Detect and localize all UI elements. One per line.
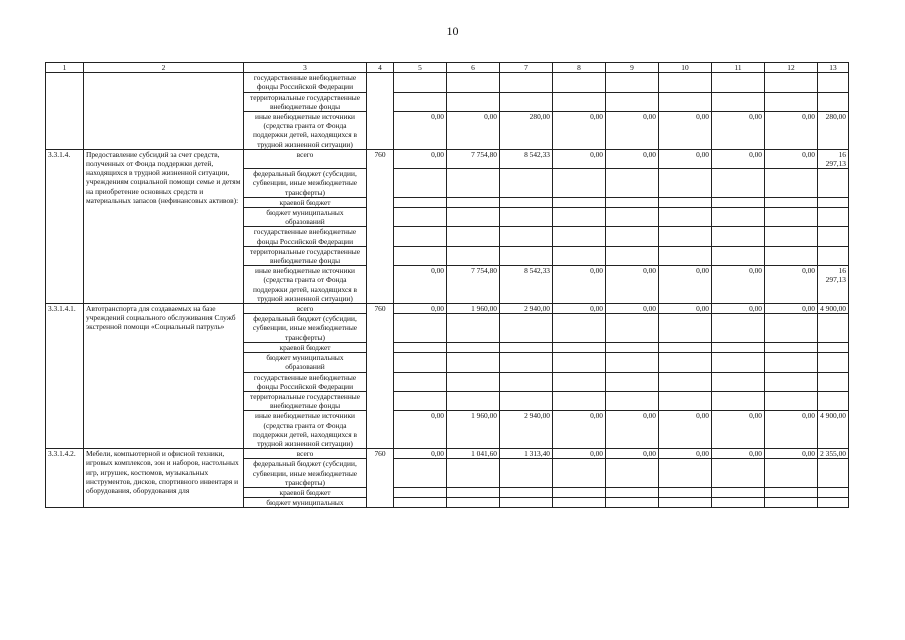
value-cell <box>553 372 606 391</box>
value-cell <box>500 487 553 497</box>
value-cell <box>606 169 659 198</box>
column-header: 1 <box>46 63 84 73</box>
value-cell: 8 542,33 <box>500 149 553 168</box>
value-cell: 0,00 <box>712 149 765 168</box>
funding-source: территориальные государственные внебюджетные фонды <box>244 391 367 410</box>
value-cell: 0,00 <box>553 449 606 459</box>
item-code: 3.3.1.4. <box>46 149 84 303</box>
value-cell <box>765 169 818 198</box>
value-cell <box>394 208 447 227</box>
value-cell <box>765 487 818 497</box>
value-cell: 2 940,00 <box>500 304 553 314</box>
value-cell <box>500 353 553 372</box>
value-cell <box>712 342 765 352</box>
column-header: 10 <box>659 63 712 73</box>
value-cell <box>500 227 553 246</box>
value-cell <box>394 353 447 372</box>
value-cell <box>394 227 447 246</box>
value-cell: 0,00 <box>659 112 712 150</box>
funding-source: краевой бюджет <box>244 342 367 352</box>
value-cell: 0,00 <box>765 304 818 314</box>
value-cell <box>818 246 849 265</box>
code-760: 760 <box>367 449 394 508</box>
value-cell <box>500 208 553 227</box>
value-cell <box>447 314 500 343</box>
column-header: 13 <box>818 63 849 73</box>
value-cell <box>712 459 765 488</box>
value-cell <box>765 227 818 246</box>
item-code <box>46 73 84 150</box>
value-cell: 8 542,33 <box>500 266 553 304</box>
funding-source: всего <box>244 304 367 314</box>
value-cell <box>712 246 765 265</box>
funding-source: федеральный бюджет (субсидии, субвенции, иные межбюджетные трансферты) <box>244 459 367 488</box>
value-cell <box>765 498 818 508</box>
code-760 <box>367 73 394 150</box>
table-row <box>46 73 849 92</box>
value-cell <box>712 353 765 372</box>
value-cell: 0,00 <box>659 449 712 459</box>
value-cell <box>765 372 818 391</box>
value-cell <box>818 92 849 111</box>
value-cell <box>606 342 659 352</box>
value-cell <box>553 342 606 352</box>
value-cell <box>765 246 818 265</box>
value-cell <box>659 372 712 391</box>
item-name: Мебели, компьютерной и офисной техники, игровых комплексов, зон и наборов, настольных игр, игрушек, костюмов, музыкальных инструментов, дисков, спортивного инвентаря и оборудования, оборудования для <box>84 449 244 508</box>
value-cell <box>606 353 659 372</box>
value-cell <box>659 459 712 488</box>
value-cell <box>447 498 500 508</box>
value-cell <box>553 459 606 488</box>
column-header: 8 <box>553 63 606 73</box>
value-cell <box>500 197 553 207</box>
value-cell: 0,00 <box>765 449 818 459</box>
value-cell: 0,00 <box>765 112 818 150</box>
value-cell <box>712 487 765 497</box>
value-cell <box>500 169 553 198</box>
value-cell: 2 355,00 <box>818 449 849 459</box>
value-cell: 0,00 <box>606 411 659 449</box>
value-cell: 280,00 <box>818 112 849 150</box>
column-header: 11 <box>712 63 765 73</box>
value-cell <box>447 197 500 207</box>
value-cell: 0,00 <box>553 149 606 168</box>
value-cell <box>659 314 712 343</box>
value-cell <box>818 314 849 343</box>
value-cell: 0,00 <box>712 449 765 459</box>
value-cell <box>712 314 765 343</box>
table-row <box>46 449 849 459</box>
item-name: Предоставление субсидий за счет средств, полученных от Фонда поддержки детей, находящихся в трудной жизненной ситуации, учреждениям социальной помощи семье и детям на приобретение основных средств и материальных запасов (нефинансовых активов): <box>84 149 244 303</box>
code-760: 760 <box>367 149 394 303</box>
value-cell <box>765 391 818 410</box>
value-cell <box>394 342 447 352</box>
value-cell <box>659 227 712 246</box>
code-760: 760 <box>367 304 394 449</box>
value-cell <box>553 208 606 227</box>
value-cell <box>818 208 849 227</box>
value-cell <box>712 169 765 198</box>
value-cell: 4 900,00 <box>818 304 849 314</box>
value-cell <box>712 92 765 111</box>
value-cell: 0,00 <box>394 112 447 150</box>
value-cell <box>447 459 500 488</box>
column-header: 5 <box>394 63 447 73</box>
item-name: Автотранспорта для создаваемых на базе учреждений социального обслуживания Служб экстренной помощи «Социальный патруль» <box>84 304 244 449</box>
value-cell <box>818 498 849 508</box>
value-cell <box>447 208 500 227</box>
value-cell <box>712 197 765 207</box>
value-cell: 0,00 <box>606 449 659 459</box>
value-cell <box>659 487 712 497</box>
value-cell: 1 041,60 <box>447 449 500 459</box>
value-cell <box>765 208 818 227</box>
funding-source: бюджет муниципальных образований <box>244 208 367 227</box>
value-cell <box>606 391 659 410</box>
funding-source: иные внебюджетные источники (средства гранта от Фонда поддержки детей, находящихся в трудной жизненной ситуации) <box>244 112 367 150</box>
value-cell: 0,00 <box>765 266 818 304</box>
value-cell: 7 754,80 <box>447 266 500 304</box>
column-header: 3 <box>244 63 367 73</box>
value-cell <box>818 459 849 488</box>
value-cell <box>765 73 818 92</box>
value-cell <box>606 487 659 497</box>
value-cell <box>659 342 712 352</box>
value-cell <box>553 314 606 343</box>
value-cell <box>606 459 659 488</box>
value-cell <box>447 342 500 352</box>
value-cell <box>447 92 500 111</box>
value-cell: 0,00 <box>606 304 659 314</box>
value-cell <box>765 314 818 343</box>
value-cell: 0,00 <box>659 266 712 304</box>
value-cell <box>500 246 553 265</box>
item-code: 3.3.1.4.1. <box>46 304 84 449</box>
funding-source: федеральный бюджет (субсидии, субвенции, иные межбюджетные трансферты) <box>244 314 367 343</box>
value-cell: 4 900,00 <box>818 411 849 449</box>
column-header: 7 <box>500 63 553 73</box>
column-number-row <box>46 63 849 73</box>
value-cell <box>712 498 765 508</box>
value-cell <box>394 459 447 488</box>
value-cell: 0,00 <box>553 112 606 150</box>
value-cell <box>765 197 818 207</box>
value-cell: 0,00 <box>394 149 447 168</box>
value-cell: 0,00 <box>659 304 712 314</box>
value-cell <box>606 73 659 92</box>
funding-source: территориальные государственные внебюджетные фонды <box>244 246 367 265</box>
value-cell <box>712 208 765 227</box>
value-cell <box>606 227 659 246</box>
value-cell <box>394 92 447 111</box>
value-cell <box>553 227 606 246</box>
value-cell <box>553 169 606 198</box>
value-cell: 1 960,00 <box>447 304 500 314</box>
value-cell <box>447 169 500 198</box>
value-cell <box>818 342 849 352</box>
funding-source: иные внебюджетные источники (средства гранта от Фонда поддержки детей, находящихся в трудной жизненной ситуации) <box>244 411 367 449</box>
value-cell: 0,00 <box>394 449 447 459</box>
value-cell <box>553 73 606 92</box>
value-cell: 0,00 <box>659 149 712 168</box>
item-code: 3.3.1.4.2. <box>46 449 84 508</box>
page-number: 10 <box>446 24 459 38</box>
value-cell: 16 297,13 <box>818 266 849 304</box>
value-cell <box>447 487 500 497</box>
funding-source: государственные внебюджетные фонды Российской Федерации <box>244 73 367 92</box>
value-cell <box>659 73 712 92</box>
value-cell <box>606 498 659 508</box>
value-cell: 0,00 <box>553 411 606 449</box>
value-cell <box>553 197 606 207</box>
value-cell <box>553 391 606 410</box>
value-cell <box>500 391 553 410</box>
value-cell <box>553 246 606 265</box>
value-cell <box>447 391 500 410</box>
value-cell: 0,00 <box>394 304 447 314</box>
table-row <box>46 149 849 168</box>
value-cell <box>712 391 765 410</box>
value-cell <box>659 197 712 207</box>
value-cell <box>394 197 447 207</box>
value-cell <box>765 92 818 111</box>
value-cell <box>394 169 447 198</box>
funding-source: иные внебюджетные источники (средства гранта от Фонда поддержки детей, находящихся в трудной жизненной ситуации) <box>244 266 367 304</box>
value-cell <box>659 353 712 372</box>
value-cell <box>659 246 712 265</box>
budget-table <box>45 62 849 508</box>
value-cell: 0,00 <box>447 112 500 150</box>
value-cell <box>500 314 553 343</box>
value-cell <box>659 498 712 508</box>
value-cell <box>447 372 500 391</box>
column-header: 6 <box>447 63 500 73</box>
value-cell: 0,00 <box>606 149 659 168</box>
value-cell <box>447 353 500 372</box>
value-cell: 280,00 <box>500 112 553 150</box>
funding-source: федеральный бюджет (субсидии, субвенции, иные межбюджетные трансферты) <box>244 169 367 198</box>
value-cell <box>818 197 849 207</box>
funding-source: бюджет муниципальных <box>244 498 367 508</box>
value-cell <box>818 372 849 391</box>
value-cell <box>500 498 553 508</box>
funding-source: территориальные государственные внебюджетные фонды <box>244 92 367 111</box>
value-cell <box>500 372 553 391</box>
value-cell <box>606 92 659 111</box>
table-row <box>46 304 849 314</box>
value-cell <box>765 459 818 488</box>
value-cell <box>500 92 553 111</box>
value-cell <box>500 459 553 488</box>
value-cell <box>606 314 659 343</box>
value-cell: 0,00 <box>712 112 765 150</box>
item-name <box>84 73 244 150</box>
value-cell: 0,00 <box>553 304 606 314</box>
table-body <box>46 73 849 508</box>
value-cell <box>659 169 712 198</box>
value-cell: 0,00 <box>394 266 447 304</box>
value-cell: 1 313,40 <box>500 449 553 459</box>
value-cell <box>818 73 849 92</box>
funding-source: государственные внебюджетные фонды Российской Федерации <box>244 227 367 246</box>
value-cell <box>765 353 818 372</box>
value-cell: 0,00 <box>712 304 765 314</box>
column-header: 2 <box>84 63 244 73</box>
value-cell <box>818 353 849 372</box>
funding-source: бюджет муниципальных образований <box>244 353 367 372</box>
value-cell: 7 754,80 <box>447 149 500 168</box>
value-cell <box>818 227 849 246</box>
funding-source: краевой бюджет <box>244 487 367 497</box>
value-cell <box>712 73 765 92</box>
value-cell <box>712 372 765 391</box>
value-cell: 0,00 <box>606 266 659 304</box>
column-header: 12 <box>765 63 818 73</box>
value-cell: 0,00 <box>765 149 818 168</box>
funding-source: государственные внебюджетные фонды Российской Федерации <box>244 372 367 391</box>
column-header: 4 <box>367 63 394 73</box>
value-cell <box>500 73 553 92</box>
value-cell <box>394 372 447 391</box>
value-cell: 0,00 <box>659 411 712 449</box>
value-cell <box>500 342 553 352</box>
value-cell <box>394 73 447 92</box>
value-cell: 2 940,00 <box>500 411 553 449</box>
value-cell <box>659 208 712 227</box>
value-cell <box>394 391 447 410</box>
value-cell <box>553 92 606 111</box>
value-cell <box>553 487 606 497</box>
value-cell <box>659 92 712 111</box>
value-cell: 0,00 <box>712 411 765 449</box>
value-cell <box>765 342 818 352</box>
value-cell <box>659 391 712 410</box>
value-cell <box>394 314 447 343</box>
value-cell <box>447 73 500 92</box>
value-cell: 0,00 <box>765 411 818 449</box>
value-cell: 0,00 <box>553 266 606 304</box>
value-cell: 0,00 <box>606 112 659 150</box>
value-cell <box>394 498 447 508</box>
value-cell <box>606 372 659 391</box>
value-cell: 1 960,00 <box>447 411 500 449</box>
value-cell <box>447 246 500 265</box>
column-header: 9 <box>606 63 659 73</box>
value-cell: 0,00 <box>394 411 447 449</box>
value-cell <box>553 353 606 372</box>
value-cell <box>447 227 500 246</box>
value-cell <box>553 498 606 508</box>
value-cell <box>606 208 659 227</box>
value-cell <box>394 487 447 497</box>
value-cell: 16 297,13 <box>818 149 849 168</box>
funding-source: краевой бюджет <box>244 197 367 207</box>
value-cell <box>818 391 849 410</box>
value-cell <box>712 227 765 246</box>
funding-source: всего <box>244 149 367 168</box>
value-cell: 0,00 <box>712 266 765 304</box>
value-cell <box>394 246 447 265</box>
value-cell <box>606 197 659 207</box>
value-cell <box>818 487 849 497</box>
funding-source: всего <box>244 449 367 459</box>
value-cell <box>818 169 849 198</box>
value-cell <box>606 246 659 265</box>
